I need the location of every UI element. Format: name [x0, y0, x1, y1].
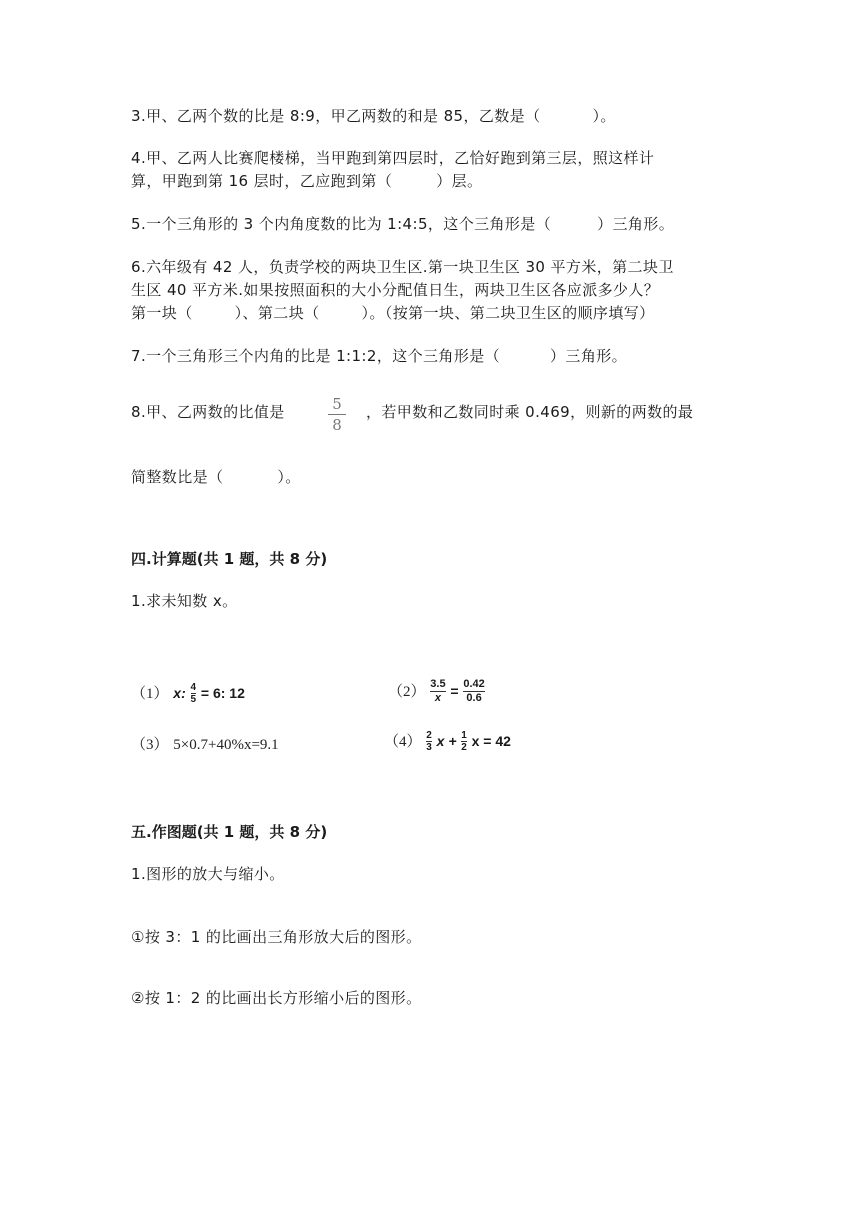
- equation-3: [131, 733, 279, 754]
- equation-1-rhs: = 6: 12: [200, 685, 245, 701]
- question-6-text-c: ）。（按第一块、第二块卫生区的顺序填写）: [361, 304, 655, 322]
- section-5-step-2: ②按 1：2 的比画出长方形缩小后的图形。: [131, 989, 422, 1007]
- question-4-line2: [131, 170, 482, 192]
- equation-2-fraction-left: $\frac{3.5}{x}$: [430, 678, 446, 704]
- equation-4-label: （4）: [384, 734, 422, 750]
- equation-1-fraction: $\frac{4}{5}$: [190, 682, 197, 705]
- question-5-end: ）三角形。: [597, 215, 675, 233]
- equation-1-x: x:: [173, 685, 186, 701]
- question-5: [131, 213, 674, 235]
- question-8-text: 简整数比是（: [131, 468, 224, 486]
- equation-4: [384, 730, 511, 753]
- question-6-line1: 6.六年级有 42 人，负责学校的两块卫生区.第一块卫生区 30 平方米，第二块卫: [131, 258, 674, 276]
- equation-4-mid: x +: [436, 733, 457, 749]
- question-5-text: 5.一个三角形的 3 个内角度数的比为 1:4:5，这个三角形是（: [131, 215, 552, 233]
- question-8-end: ）。: [277, 468, 301, 486]
- question-3: [131, 105, 616, 127]
- equation-1: [131, 682, 245, 705]
- equation-3-body: 5×0.7+40%x=9.1: [173, 737, 279, 753]
- fraction-denominator: 8: [332, 416, 342, 434]
- question-8-pre: 8.甲、乙两数的比值是: [131, 403, 285, 421]
- question-6-text-a: 第一块（: [131, 304, 193, 322]
- equation-1-label: （1）: [131, 686, 169, 702]
- question-7-text: 7.一个三角形三个内角的比是 1:1:2，这个三角形是（: [131, 347, 501, 365]
- fraction-numerator: 5: [332, 395, 342, 413]
- section-4-title: 四.计算题(共 1 题，共 8 分): [131, 550, 328, 568]
- equation-3-label: （3）: [131, 737, 169, 753]
- fraction-image: [326, 396, 348, 433]
- section-5-title: 五.作图题(共 1 题，共 8 分): [131, 823, 328, 841]
- section-5-question-1: 1.图形的放大与缩小。: [131, 865, 285, 883]
- question-6-text-b: ）、第二块（: [234, 304, 320, 322]
- question-6-line2: 生区 40 平方米.如果按照面积的大小分配值日生，两块卫生区各应派多少人？: [131, 281, 660, 299]
- question-7-end: ）三角形。: [550, 347, 628, 365]
- question-6-line3: [131, 302, 655, 324]
- equation-4-fraction-1: $\frac{2}{3}$: [426, 730, 432, 753]
- equation-2-fraction-right: $\frac{0.42}{0.6}$: [463, 678, 485, 704]
- fraction-bar: [328, 414, 346, 415]
- question-8-post: ，若甲数和乙数同时乘 0.469，则新的两数的最: [366, 403, 694, 421]
- equation-2: [388, 678, 485, 705]
- question-4-end: ）层。: [436, 172, 483, 190]
- section-5-step-1: ①按 3：1 的比画出三角形放大后的图形。: [131, 928, 422, 946]
- equation-2-label: （2）: [388, 684, 426, 700]
- question-4-line1: 4.甲、乙两人比赛爬楼梯，当甲跑到第四层时，乙恰好跑到第三层，照这样计: [131, 149, 655, 167]
- section-4-question-1: 1.求未知数 x。: [131, 592, 238, 610]
- question-8-line2: [131, 466, 301, 488]
- question-3-end: ）。: [592, 107, 616, 125]
- question-3-text: 3.甲、乙两个数的比是 8:9，甲乙两数的和是 85，乙数是（: [131, 107, 541, 125]
- equation-4-rhs: x = 42: [471, 733, 511, 749]
- equation-4-fraction-2: $\frac{1}{2}$: [461, 730, 467, 753]
- equation-2-equals: =: [450, 683, 459, 699]
- question-4-text: 算，甲跑到第 16 层时，乙应跑到第（: [131, 172, 393, 190]
- question-7: [131, 345, 627, 367]
